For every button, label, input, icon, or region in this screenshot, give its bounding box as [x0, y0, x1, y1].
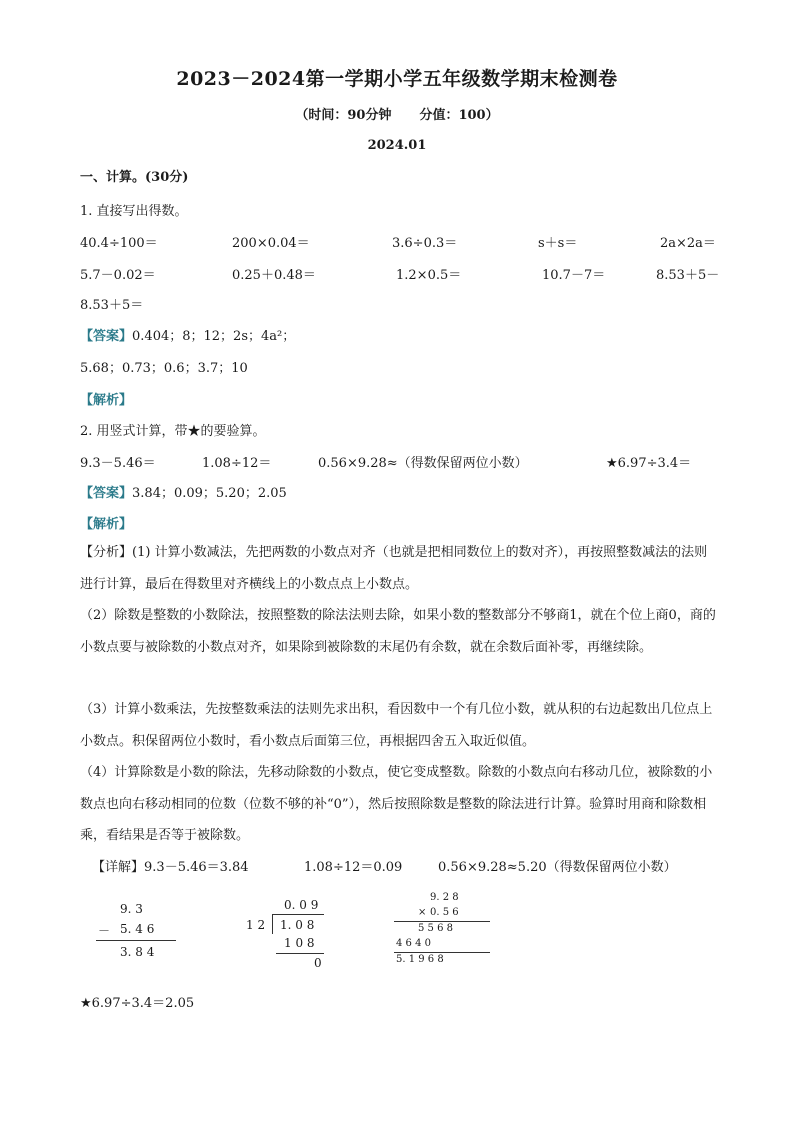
vmul-partial-2: 4 6 4 0 — [396, 938, 431, 949]
q1-item: 8.53＋5＝ — [80, 298, 144, 313]
section-heading: 一、计算。(30分) — [80, 170, 189, 185]
detail-1: 9.3－5.46＝3.84 — [144, 860, 249, 875]
answer-tag: 【答案】 — [80, 329, 133, 344]
vdiv-remainder: 0 — [314, 956, 322, 970]
vmul-partial-1: 5 5 6 8 — [418, 923, 453, 934]
vdiv-divisor: 1 2 — [246, 918, 266, 932]
detail-line — [92, 856, 249, 875]
answer-tag: 【答案】 — [80, 486, 133, 501]
vsub-line — [96, 940, 176, 941]
analysis-paragraph-1 — [80, 537, 716, 600]
detail-3: 0.56×9.28≈5.20（得数保留两位小数） — [438, 860, 677, 875]
vdiv-step: 1 0 8 — [284, 936, 315, 950]
exam-info — [0, 104, 794, 123]
q1-item: s＋s＝ — [538, 236, 578, 251]
vmul-a: 9. 2 8 — [430, 892, 459, 903]
vertical-multiplication — [394, 890, 494, 970]
fenxi-tag: 【分析】 — [80, 545, 133, 560]
detail-last: ★6.97÷3.4＝2.05 — [80, 996, 195, 1011]
vdiv-quotient: 0. 0 9 — [284, 898, 319, 912]
vdiv-dividend: 1. 0 8 — [280, 918, 315, 932]
q2-answer — [80, 482, 287, 501]
q2-title: 2. 用竖式计算，带★的要验算。 — [80, 424, 266, 439]
vdiv-line — [276, 953, 324, 954]
vmul-op: × — [418, 907, 427, 918]
q1-answer-cont: 5.68；0.73；0.6；3.7；10 — [80, 361, 248, 376]
q2-item: ★6.97÷3.4＝ — [606, 456, 692, 471]
detail-2: 1.08÷12＝0.09 — [304, 860, 403, 875]
q1-title: 1. 直接写出得数。 — [80, 204, 188, 219]
q1-item: 3.6÷0.3＝ — [392, 236, 458, 251]
q1-answer — [80, 325, 295, 344]
exam-time: （时间：90分钟 — [295, 108, 392, 123]
q2-item: 0.56×9.28≈（得数保留两位小数） — [318, 456, 528, 471]
vsub-top: 9. 3 — [120, 902, 143, 916]
vsub-op: － — [98, 924, 111, 938]
vdiv-bar — [272, 914, 324, 915]
vdiv-bracket — [272, 914, 273, 934]
q1-item: 2a×2a＝ — [660, 236, 716, 251]
analysis-paragraph-4: （4）计算除数是小数的除法，先移动除数的小数点，使它变成整数。除数的小数点向右移动几位，被除数的小数点也向右移动相同的位数（位数不够的补“0”），然后按照除数是整数的除法进行计算。验算时用商和除数相乘，看结果是否等于被除数。 — [80, 765, 713, 843]
vertical-subtraction — [96, 900, 186, 970]
vmul-line-2 — [394, 952, 490, 953]
analysis-paragraph-3: （3）计算小数乘法，先按整数乘法的法则先求出积，看因数中一个有几位小数，就从积的右边起数出几位点上小数点。积保留两位小数时，看小数点后面第三位，再根据四舍五入取近似值。 — [80, 702, 713, 749]
q1-item: 200×0.04＝ — [232, 236, 310, 251]
q1-item: 40.4÷100＝ — [80, 236, 158, 251]
vmul-result: 5. 1 9 6 8 — [396, 954, 444, 965]
vmul-b: 0. 5 6 — [430, 907, 459, 918]
q2-item: 1.08÷12＝ — [202, 456, 272, 471]
answer-text: 0.404；8；12；2s；4a²； — [132, 329, 296, 344]
q2-analysis-tag: 【解析】 — [80, 517, 133, 532]
q1-item: 10.7－7＝ — [542, 268, 606, 283]
answer-text: 3.84；0.09；5.20；2.05 — [132, 486, 287, 501]
q1-item: 0.25＋0.48＝ — [232, 268, 316, 283]
analysis-paragraph-2: （2）除数是整数的小数除法，按照整数的除法法则去除，如果小数的整数部分不够商1，就在个位上商0，商的小数点要与被除数的小数点对齐，如果除到被除数的末尾仍有余数，就在余数后面补零，再继续除。 — [80, 608, 716, 655]
q1-item: 1.2×0.5＝ — [396, 268, 462, 283]
detail-tag: 【详解】 — [92, 860, 145, 875]
vsub-result: 3. 8 4 — [120, 945, 155, 959]
q1-item: 8.53＋5－ — [656, 268, 720, 283]
exam-date: 2024.01 — [367, 138, 427, 153]
long-division — [244, 896, 334, 970]
q2-item: 9.3－5.46＝ — [80, 456, 156, 471]
q1-analysis-tag: 【解析】 — [80, 393, 133, 408]
vsub-mid: 5. 4 6 — [120, 922, 155, 936]
vmul-line-1 — [394, 921, 490, 922]
analysis-text: (1) 计算小数减法，先把两数的小数点对齐（也就是把相同数位上的数对齐），再按照整数减法的法则进行计算，最后在得数里对齐横线上的小数点点上小数点。 — [80, 545, 708, 592]
exam-score: 分值：100） — [419, 108, 499, 123]
q1-item: 5.7－0.02＝ — [80, 268, 156, 283]
exam-title: 2023－2024第一学期小学五年级数学期末检测卷 — [176, 68, 618, 90]
